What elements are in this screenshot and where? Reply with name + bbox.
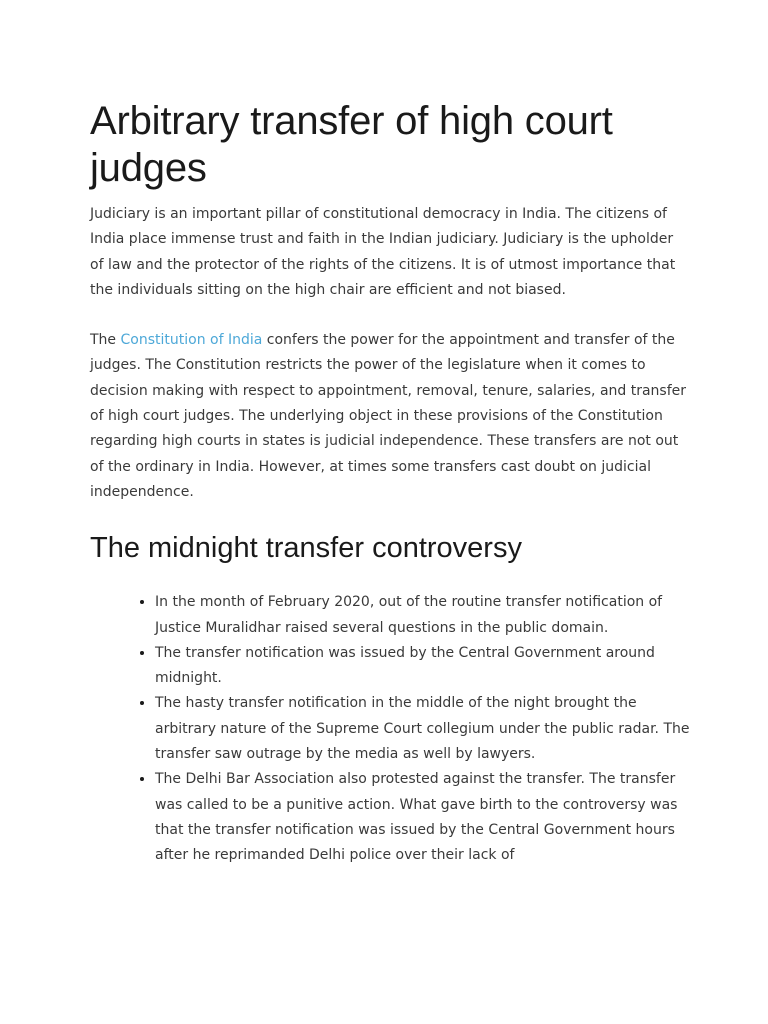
constitution-of-india-link[interactable]: Constitution of India — [120, 332, 263, 349]
intro-paragraph: Judiciary is an important pillar of constitutional democracy in India. The citizens of India place immense trust and faith in the Indian judiciary. Judiciary is the upholder of law and the protector of the rights of the citizens. It is of utmost importance that the individuals sitting on the high chair are efficient and not biased. — [90, 206, 676, 298]
list-item: • In the month of February 2020, out of the routine transfer notification of Justice Muralidhar raised several questions in the public domain. — [155, 590, 690, 641]
paragraph-text-before-link: The — [90, 332, 121, 349]
list-item: • The transfer notification was issued by the Central Government around midnight. — [155, 641, 690, 692]
document-page — [90, 98, 690, 869]
bullet-list — [90, 590, 690, 868]
constitution-paragraph — [90, 328, 690, 505]
list-item: • The hasty transfer notification in the middle of the night brought the arbitrary nature of the Supreme Court collegium under the public radar. The transfer saw outrage by the media as well by lawyers. — [155, 691, 690, 767]
article-title: Arbitrary transfer of high court judges — [90, 99, 613, 190]
paragraph-text-after-link: confers the power for the appointment and transfer of the judges. The Constitution restricts the power of the legislature when it comes to decision making with respect to appointment, removal, tenure, salaries, and transfer of high court judges. The underlying object in these provisions of the Constitution regarding high courts in states is judicial independence. These transfers are not out of the ordinary in India. However, at times some transfers cast doubt on judicial independence. — [90, 332, 687, 500]
section-heading: The midnight transfer controversy — [90, 532, 522, 565]
list-item: • The Delhi Bar Association also protested against the transfer. The transfer was called to be a punitive action. What gave birth to the controversy was that the transfer notification was issued by the Central Government hours after he reprimanded Delhi police over their lack of — [155, 767, 690, 868]
